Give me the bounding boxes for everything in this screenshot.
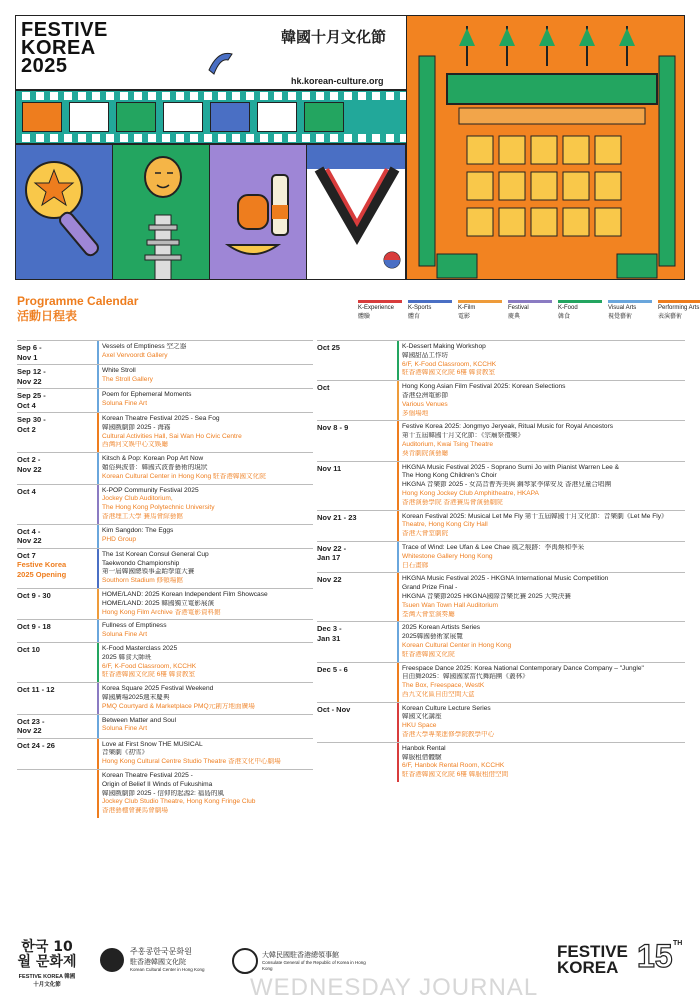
event-row[interactable]	[17, 619, 313, 642]
event-title: HOME/LAND: 2025 Korean Independent Film Showcase	[102, 590, 268, 598]
event-date-line: Oct 9 - 30	[17, 590, 51, 600]
event-title: Love at First Snow THE MUSICAL	[102, 740, 203, 748]
event-title: 媚俗與波普：韓國式波普藝術的現狀	[102, 463, 208, 471]
event-title: 第十五屆韓國十月文化節：《宗廟祭禮樂》	[402, 432, 524, 440]
event-title: The Hong Kong Children's Choir	[402, 472, 497, 480]
event-title: Between Matter and Soul	[102, 716, 177, 724]
event-date-line: Nov 11	[317, 463, 342, 473]
event-date	[317, 542, 397, 572]
legend-item	[508, 300, 557, 320]
kcc-name	[130, 946, 205, 972]
legend-label-en: K-Sports	[408, 305, 432, 311]
event-date-line: Sep 12 -	[17, 367, 46, 376]
event-venue: Jockey Club Auditorium,	[102, 495, 173, 503]
event-date-line: Oct 23 -	[17, 716, 45, 726]
event-date-line: Nov 22	[317, 575, 342, 585]
event-details	[97, 525, 313, 548]
event-details	[397, 573, 685, 621]
event-details	[97, 365, 313, 388]
event-row[interactable]	[17, 642, 313, 682]
ribbon-decoration	[206, 48, 236, 78]
legend-swatch	[558, 300, 602, 303]
event-row[interactable]	[17, 412, 313, 452]
legend-item	[358, 300, 407, 320]
event-title: 韓國文化講座	[402, 713, 442, 721]
event-date	[317, 622, 397, 661]
event-date-line: Sep 25 -	[17, 391, 46, 400]
legend-swatch	[458, 300, 502, 303]
calendar-left-column	[17, 340, 313, 818]
event-date-line: Oct 9 - 18	[17, 622, 51, 632]
event-details	[397, 381, 685, 420]
event-venue: 駐香港韓國文化院 6樓 韓食教室	[402, 369, 496, 377]
event-row[interactable]	[317, 541, 685, 572]
bottle-icon	[210, 145, 307, 280]
fk-suffix: TH	[673, 940, 683, 947]
calendar-right-column	[317, 340, 685, 782]
event-date-line: Oct	[317, 383, 330, 393]
kcc-name-zh: 駐香港韓國文化院	[130, 958, 186, 966]
event-row[interactable]	[317, 621, 685, 661]
event-title: 韓國廣場2025週末慶典	[102, 693, 170, 701]
event-date	[317, 421, 397, 460]
event-title: Origin of Belief II Winds of Fukushima	[102, 780, 213, 788]
event-venue: Cultural Activities Hall, Sai Wan Ho Civic Centre	[102, 432, 242, 440]
event-venue: Auditorium, Kwai Tsing Theatre	[402, 440, 494, 448]
event-row[interactable]	[17, 738, 313, 769]
festive-korea-logo	[17, 940, 77, 988]
event-details	[97, 739, 313, 769]
kcc-name-kr: 주홍콩한국문화원	[130, 947, 192, 956]
event-title: K-POP Community Festival 2025	[102, 486, 199, 494]
event-venue: Jockey Club Studio Theatre, Hong Kong Fringe Club	[102, 798, 256, 806]
event-venue: 駐香港韓國文化院 6樓 韓食教室	[102, 671, 196, 679]
event-date	[317, 341, 397, 380]
event-title: 韓國戲劇節 2025 - 海霧	[102, 423, 171, 431]
title-line: FESTIVE	[21, 19, 108, 41]
event-row[interactable]	[317, 662, 685, 702]
event-venue: Southorn Stadium 修頓場館	[102, 577, 183, 585]
event-row[interactable]	[17, 524, 313, 548]
event-date-line: Dec 3 -	[317, 624, 342, 634]
event-details	[97, 389, 313, 412]
event-title: 韓服租借體驗	[402, 753, 442, 761]
event-date	[17, 620, 97, 642]
event-date-line: Nov 21 - 23	[317, 512, 357, 522]
fk-number: 15	[637, 938, 673, 974]
event-details	[397, 663, 685, 702]
legend-item	[658, 300, 700, 320]
event-details	[397, 462, 685, 510]
event-details	[397, 703, 685, 742]
event-row[interactable]	[17, 388, 313, 412]
event-date	[317, 511, 397, 541]
event-details	[97, 341, 313, 364]
festival-title-cn: 韓國十月文化節	[281, 28, 387, 46]
event-title: 韓國甜品工作坊	[402, 351, 449, 359]
consulate-name-zh: 大韓民國駐香港總領事館	[262, 951, 339, 959]
festive-korea-15th-logo	[557, 938, 687, 992]
event-title: 第一屆韓國總領事盃跆拳道大賽	[102, 568, 195, 576]
consulate-name	[262, 950, 372, 971]
event-details	[397, 542, 685, 572]
event-title: Vessels of Emptiness 空之器	[102, 343, 187, 350]
event-date-line: Oct 4	[17, 486, 36, 496]
legend-swatch	[608, 300, 652, 303]
event-date-line: Oct 11 - 12	[17, 685, 55, 695]
legend-label-zh: 韓食	[558, 313, 571, 320]
event-date-line: Jan 17	[317, 553, 341, 563]
footer	[0, 930, 700, 1006]
event-title: Kitsch & Pop: Korean Pop Art Now	[102, 455, 204, 463]
legend-swatch	[408, 300, 452, 303]
festival-title	[21, 21, 108, 75]
uniform-icon	[307, 145, 406, 280]
food-panel	[210, 145, 307, 280]
event-date-line: Oct 24 - 26	[17, 740, 55, 750]
event-venue: 6/F, K-Food Classroom, KCCHK	[402, 360, 497, 368]
event-row[interactable]	[317, 742, 685, 782]
event-row[interactable]	[17, 484, 313, 524]
event-title: Korea Square 2025 Festival Weekend	[102, 685, 214, 693]
event-venue: 香港藝穗會賽馬會劇場	[102, 807, 168, 815]
watermark-text: WEDNESDAY JOURNAL	[250, 974, 539, 1001]
event-details	[97, 413, 313, 452]
event-date	[317, 703, 397, 742]
event-title: Taekwondo Championship	[102, 559, 180, 567]
legend-label-en: K-Food	[558, 305, 578, 311]
event-row[interactable]	[317, 340, 685, 380]
event-date	[17, 389, 97, 412]
event-date-line: Nov 22	[17, 536, 42, 546]
event-date	[17, 643, 97, 682]
legend-label-zh: 體育	[408, 313, 421, 320]
event-date-line: Oct 10	[17, 644, 40, 654]
event-title: HKGNA Music Festival 2025 - HKGNA International Music Competition	[402, 575, 609, 583]
legend-swatch	[358, 300, 402, 303]
event-details	[97, 620, 313, 642]
logo-caption: FESTIVE KOREA 韓國十月文化節	[18, 974, 76, 988]
event-row[interactable]	[317, 572, 685, 621]
category-legend	[358, 300, 700, 320]
event-title: K-Dessert Making Workshop	[402, 343, 486, 350]
event-title: Kim Sangdon: The Eggs	[102, 526, 174, 534]
event-venue: 香港演藝學院 香港賽馬會演藝劇院	[402, 498, 503, 506]
event-title: 2025 韓食大師班	[102, 653, 152, 661]
event-date-line: Nov 22	[17, 464, 42, 474]
event-venue: The Hong Kong Polytechnic University	[102, 504, 215, 512]
event-details	[397, 743, 685, 782]
event-details	[397, 341, 685, 380]
event-venue: 荃灣大會堂演奏廳	[402, 610, 455, 618]
event-date	[17, 715, 97, 738]
logo-wordmark: 한국 10월 문화제	[17, 939, 77, 970]
taekwondo-panel	[307, 145, 406, 280]
event-venue: 香港大會堂劇院	[402, 530, 449, 538]
event-date-line: Nov 22 -	[317, 543, 347, 553]
event-title: HKGNA Music Festival 2025 - Soprano Sumi Jo with Pianist Warren Lee &	[402, 463, 620, 471]
event-details	[97, 453, 313, 483]
event-title: 韓國戲劇節 2025 - 信仰的起源2: 福島的風	[102, 789, 225, 797]
event-venue: 白石畫廊	[402, 561, 429, 569]
website-link[interactable]: hk.korean-culture.org	[291, 76, 384, 86]
title-line: 2025	[21, 55, 68, 77]
event-date-line: Oct 4	[17, 400, 36, 410]
event-venue: 駐香港韓國文化院 6樓 韓服租借空間	[402, 771, 509, 779]
title-line: KOREA	[21, 37, 96, 59]
event-row[interactable]	[17, 548, 313, 588]
event-date-line: Oct 7	[17, 550, 36, 560]
legend-item	[408, 300, 457, 320]
event-details	[97, 485, 313, 524]
event-title: White Stroll	[102, 367, 136, 374]
event-date	[17, 485, 97, 524]
legend-label-zh: 視覺藝術	[608, 313, 633, 320]
event-title: HKGNA 音樂節 2025 - 女高音曹秀美與 鋼琴家李偉安及 香港兒童合唱團	[402, 481, 612, 489]
event-venue: Soluna Fine Art	[102, 399, 148, 407]
pagoda-icon	[113, 145, 210, 280]
event-date	[317, 743, 397, 782]
fk-line: FESTIVE	[557, 942, 628, 961]
section-title	[17, 294, 138, 324]
kcc-name-en: Korean Cultural Center in Hong Kong	[130, 967, 205, 972]
legend-label-zh: 體驗	[358, 313, 371, 320]
event-venue: Theatre, Hong Kong City Hall	[402, 521, 488, 529]
event-venue: The Stroll Gallery	[102, 375, 153, 383]
event-title: K-Food Masterclass 2025	[102, 644, 178, 652]
event-date	[17, 525, 97, 548]
event-date	[317, 381, 397, 420]
event-date	[17, 683, 97, 713]
event-title: Trace of Wind: Lee Ufan & Lee Chae 風之痕跡：李禹煥和李采	[402, 543, 585, 551]
event-title: HKGNA 音樂節2025 HKGNA國際音樂比賽 2025 大獎決賽	[402, 592, 571, 600]
consulate-name-en: Consulate General of the Republic of Korea in Hong Kong	[262, 960, 366, 971]
event-date	[17, 739, 97, 769]
event-date-line: Oct 2 -	[17, 455, 41, 465]
event-row[interactable]	[317, 380, 685, 420]
legend-label-en: Visual Arts	[608, 305, 637, 311]
event-venue: 香港大學專業進修學院教學中心	[402, 731, 495, 739]
event-date	[17, 549, 97, 588]
event-row[interactable]	[17, 364, 313, 388]
event-venue: Korean Cultural Center in Hong Kong 駐香港韓國文化院	[102, 472, 266, 480]
event-venue: Hong Kong Film Archive 香港電影資料館	[102, 608, 221, 616]
temple-gate-icon	[407, 16, 685, 280]
event-venue: 西灣河文娛中心文娛廳	[102, 441, 168, 449]
event-venue: Hong Kong Jockey Club Amphitheatre, HKAPA	[402, 489, 539, 497]
event-date	[17, 453, 97, 483]
kcc-logo-icon	[100, 948, 124, 972]
event-row[interactable]	[317, 461, 685, 510]
event-title: Poem for Ephemeral Moments	[102, 391, 192, 398]
legend-item	[458, 300, 507, 320]
legend-label-en: K-Film	[458, 305, 476, 311]
legend-label-en: K-Experience	[358, 305, 395, 311]
event-title: Festive Korea 2025: Jongmyo Jeryeak, Ritual Music for Royal Ancestors	[402, 423, 614, 431]
event-date-highlight: 2025 Opening	[17, 569, 67, 579]
event-date-line: Jan 31	[317, 633, 341, 643]
event-venue: Whitestone Gallery Hong Kong	[402, 552, 493, 560]
event-title: 自由舞2025：韓國國家當代舞蹈團《叢林》	[402, 673, 529, 681]
event-title: 音樂劇《初雪》	[102, 749, 149, 757]
event-details	[397, 421, 685, 460]
event-venue: 6/F, Hanbok Rental Room, KCCHK	[402, 762, 505, 770]
event-title: Grand Prize Final -	[402, 584, 458, 592]
event-venue: Hong Kong Cultural Centre Studio Theatre 香港文化中心劇場	[102, 758, 281, 766]
event-title: Freespace Dance 2025: Korea National Contemporary Dance Company – "Jungle"	[402, 664, 644, 672]
legend-swatch	[658, 300, 700, 303]
event-date	[17, 589, 97, 619]
section-title-cn: 活動日程表	[17, 309, 78, 323]
event-title: Fullness of Emptiness	[102, 622, 167, 630]
event-venue: Korean Cultural Center in Hong Kong	[402, 641, 512, 649]
legend-label-zh: 慶典	[508, 313, 521, 320]
event-title: The 1st Korean Consul General Cup	[102, 550, 209, 558]
event-date-line: Oct - Nov	[317, 704, 351, 714]
event-details	[97, 715, 313, 738]
event-details	[97, 589, 313, 619]
event-venue: 多個場地	[402, 409, 429, 417]
event-title: Korean Festival 2025: Musical Let Me Fly 第十五屆韓國十月文化節：音樂劇《Let Me Fly》	[402, 512, 668, 520]
event-title: 2025韓國藝術家展覽	[402, 633, 463, 641]
legend-item	[558, 300, 607, 320]
legend-swatch	[508, 300, 552, 303]
event-date-line: Sep 6 -	[17, 343, 42, 352]
event-date	[317, 573, 397, 621]
event-row[interactable]	[17, 340, 313, 364]
hero-banner	[15, 15, 685, 280]
event-row[interactable]	[317, 420, 685, 460]
event-title: Hong Kong Asian Film Festival 2025: Korean Selections	[402, 383, 566, 391]
event-details	[97, 770, 313, 818]
event-row[interactable]	[17, 769, 313, 818]
event-date	[17, 341, 97, 364]
event-date-line: Nov 22	[17, 376, 42, 386]
legend-label-en: Performing Arts	[658, 305, 700, 311]
film-strip	[16, 89, 406, 145]
event-date	[17, 770, 97, 818]
event-venue: 6/F, K-Food Classroom, KCCHK	[102, 662, 197, 670]
event-venue: Axel Vervoordt Gallery	[102, 351, 168, 359]
event-row[interactable]	[17, 714, 313, 738]
heritage-panel	[113, 145, 210, 280]
event-title: Hanbok Rental	[402, 744, 446, 752]
event-row[interactable]	[17, 682, 313, 713]
event-venue: PMQ Courtyard & Marketplace PMQ元創方地面廣場	[102, 702, 255, 710]
event-venue: 香港理工大學 賽馬會綜藝館	[102, 512, 183, 520]
event-date	[317, 663, 397, 702]
event-date	[17, 413, 97, 452]
event-details	[97, 683, 313, 713]
event-date	[317, 462, 397, 510]
event-date	[17, 365, 97, 388]
event-date-highlight: Festive Korea	[17, 560, 67, 570]
event-venue: Soluna Fine Art	[102, 725, 148, 733]
legend-item	[608, 300, 657, 320]
event-title: 香港亞洲電影節	[402, 391, 449, 399]
event-venue: The Box, Freespace, WestK	[402, 682, 485, 690]
event-date-line: Dec 5 - 6	[317, 664, 348, 674]
experience-panel	[16, 145, 113, 280]
event-row[interactable]	[17, 452, 313, 483]
fk-line: KOREA	[557, 958, 619, 977]
event-date-line: Nov 8 - 9	[317, 423, 349, 433]
event-venue: 葵青劇院演藝廳	[402, 449, 449, 457]
event-date-line: Oct 2	[17, 424, 36, 434]
event-title: Korean Culture Lecture Series	[402, 704, 491, 712]
event-details	[97, 549, 313, 588]
event-title: HOME/LAND: 2025 韓國獨立電影展演	[102, 599, 215, 607]
section-title-en: Programme Calendar	[17, 294, 139, 308]
event-venue: Various Venues	[402, 400, 448, 408]
event-venue: PHD Group	[102, 535, 137, 543]
event-venue: 西九文化區自由空間大盒	[402, 690, 475, 698]
event-title: 2025 Korean Artists Series	[402, 624, 481, 632]
legend-label-zh: 電影	[458, 313, 471, 320]
temple-illustration	[406, 16, 685, 280]
event-title: Korean Theatre Festival 2025 - Sea Fog	[102, 415, 220, 422]
legend-label-en: Festival	[508, 305, 529, 311]
event-venue: Soluna Fine Art	[102, 631, 148, 639]
event-row[interactable]	[317, 702, 685, 742]
event-details	[397, 511, 685, 541]
event-row[interactable]	[17, 588, 313, 619]
legend-label-zh: 表演藝術	[658, 313, 683, 320]
event-details	[397, 622, 685, 661]
event-date-line: Oct 25	[317, 343, 340, 352]
magnifier-icon	[16, 145, 113, 280]
consulate-emblem-icon	[232, 948, 258, 974]
event-title: Korean Theatre Festival 2025 -	[102, 771, 193, 779]
event-row[interactable]	[317, 510, 685, 541]
event-details	[97, 643, 313, 682]
event-date-line: Nov 22	[17, 726, 42, 736]
event-venue: Tsuen Wan Town Hall Auditorium	[402, 601, 499, 609]
event-date-line: Oct 4 -	[17, 526, 41, 536]
event-date-line: Nov 1	[17, 352, 38, 362]
event-date-line: Sep 30 -	[17, 415, 46, 424]
event-venue: 駐香港韓國文化院	[402, 650, 455, 658]
event-venue: HKU Space	[402, 722, 437, 730]
